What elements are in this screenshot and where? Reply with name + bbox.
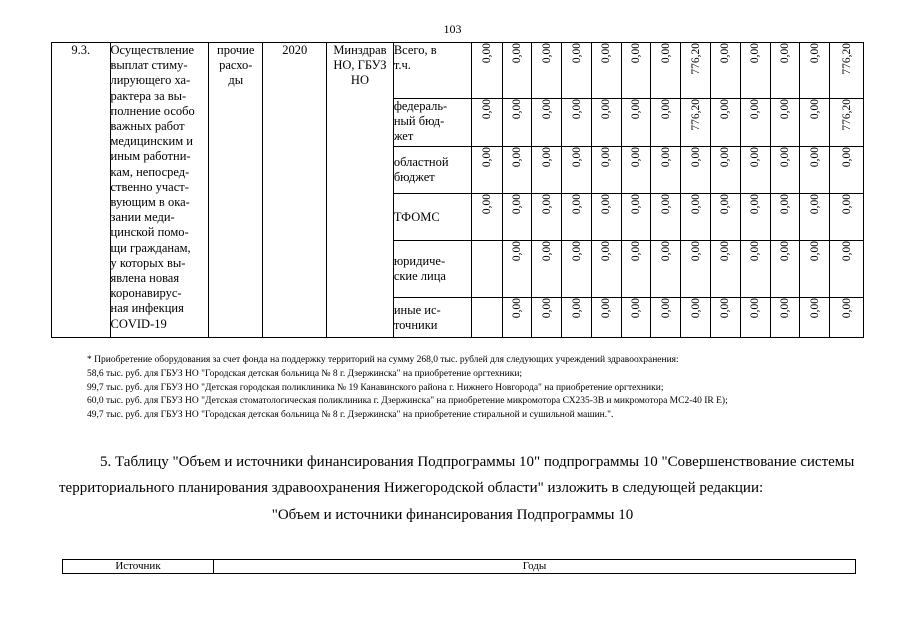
value-cell bbox=[621, 241, 651, 298]
value-cell bbox=[502, 298, 532, 338]
footnote-line: 49,7 тыс. руб. для ГБУЗ НО "Городская детская больница № 8 г. Дзержинска" на приобретение стиральной и сушильной машин.". bbox=[87, 410, 614, 421]
value-text: 0,00 bbox=[749, 241, 762, 262]
expense-type-line: расхо- bbox=[219, 58, 253, 72]
value-text: 0,00 bbox=[630, 194, 643, 215]
value-cell bbox=[770, 194, 800, 241]
value-cell bbox=[681, 241, 711, 298]
value-cell bbox=[471, 43, 502, 99]
value-cell bbox=[532, 147, 562, 194]
source-label-line: иные ис- bbox=[393, 302, 441, 317]
source-label bbox=[393, 147, 471, 194]
expense-type-line: ды bbox=[228, 73, 244, 87]
value-text: 0,00 bbox=[778, 99, 791, 120]
value-cell bbox=[830, 99, 864, 147]
value-cell bbox=[800, 298, 830, 338]
value-cell bbox=[830, 147, 864, 194]
value-cell bbox=[532, 99, 562, 147]
source-label-line: ТФОМС bbox=[393, 209, 440, 224]
value-text: 0,00 bbox=[600, 147, 613, 168]
value-cell bbox=[502, 241, 532, 298]
value-text: 0,00 bbox=[808, 298, 821, 319]
value-text: 0,00 bbox=[808, 99, 821, 120]
value-text: 0,00 bbox=[570, 147, 583, 168]
value-text: 0,00 bbox=[659, 147, 672, 168]
value-text: 0,00 bbox=[630, 241, 643, 262]
value-cell bbox=[562, 99, 592, 147]
value-cell bbox=[710, 147, 740, 194]
value-text: 0,00 bbox=[540, 147, 553, 168]
value-cell bbox=[621, 298, 651, 338]
source-row bbox=[52, 43, 864, 99]
value-text: 0,00 bbox=[510, 241, 523, 262]
value-text: 0,00 bbox=[480, 43, 493, 64]
value-cell bbox=[651, 241, 681, 298]
expense-type-line: прочие bbox=[217, 43, 255, 57]
value-text: 0,00 bbox=[659, 99, 672, 120]
value-text: 0,00 bbox=[600, 241, 613, 262]
value-cell bbox=[681, 194, 711, 241]
value-cell bbox=[830, 241, 864, 298]
value-cell bbox=[471, 241, 502, 298]
description-line: Осуществление bbox=[110, 43, 195, 57]
value-cell bbox=[502, 43, 532, 99]
source-label bbox=[393, 99, 471, 147]
year: 2020 bbox=[263, 43, 327, 338]
subprogram-table-header bbox=[62, 559, 856, 574]
value-cell bbox=[710, 194, 740, 241]
value-cell bbox=[710, 298, 740, 338]
value-text: 0,00 bbox=[659, 43, 672, 64]
value-text: 0,00 bbox=[510, 298, 523, 319]
value-text: 0,00 bbox=[510, 194, 523, 215]
value-text: 776,20 bbox=[840, 43, 853, 75]
value-text: 0,00 bbox=[719, 241, 732, 262]
value-cell bbox=[740, 241, 770, 298]
footnotes bbox=[87, 354, 728, 423]
paragraph-line: 5. Таблицу "Объем и источники финансирования Подпрограммы 10" подпрограммы 10 "Совершенствование системы bbox=[100, 454, 855, 470]
value-cell bbox=[562, 147, 592, 194]
value-cell bbox=[532, 241, 562, 298]
value-text: 0,00 bbox=[480, 194, 493, 215]
description-line: медицинским и bbox=[110, 134, 193, 149]
value-cell bbox=[800, 241, 830, 298]
value-text: 0,00 bbox=[540, 43, 553, 64]
value-cell bbox=[502, 99, 532, 147]
value-cell bbox=[770, 99, 800, 147]
value-cell bbox=[621, 99, 651, 147]
value-text: 0,00 bbox=[540, 241, 553, 262]
value-cell bbox=[562, 298, 592, 338]
description-line: лирующего ха- bbox=[110, 73, 191, 88]
source-column-header: Источник bbox=[63, 560, 214, 574]
value-text: 0,00 bbox=[749, 194, 762, 215]
value-cell bbox=[770, 298, 800, 338]
value-cell bbox=[740, 147, 770, 194]
value-cell bbox=[651, 194, 681, 241]
value-cell bbox=[621, 43, 651, 99]
value-text: 0,00 bbox=[840, 147, 853, 168]
executor-line: Минздрав bbox=[333, 43, 387, 57]
description-line: ственно участ- bbox=[110, 179, 189, 194]
value-cell bbox=[770, 147, 800, 194]
value-text: 0,00 bbox=[689, 147, 702, 168]
footnote-line: 99,7 тыс. руб. для ГБУЗ НО "Детская городская поликлиника № 19 Канавинского района г. Нижнего Новгорода" на приобретение оргтехники; bbox=[87, 382, 664, 393]
value-text: 0,00 bbox=[570, 194, 583, 215]
value-text: 0,00 bbox=[808, 43, 821, 64]
value-cell bbox=[591, 147, 621, 194]
value-text: 0,00 bbox=[778, 298, 791, 319]
footnote-line: * Приобретение оборудования за счет фонда на поддержку территорий на сумму 268,0 тыс. рублей для следующих учреждений здравоохранения: bbox=[87, 355, 679, 365]
value-text: 0,00 bbox=[570, 241, 583, 262]
value-cell bbox=[830, 298, 864, 338]
value-cell bbox=[710, 99, 740, 147]
description-line: коронавирус- bbox=[110, 286, 182, 301]
value-cell bbox=[562, 241, 592, 298]
source-label bbox=[393, 194, 471, 241]
value-text: 0,00 bbox=[570, 298, 583, 319]
value-cell bbox=[562, 43, 592, 99]
value-cell bbox=[471, 194, 502, 241]
value-text: 0,00 bbox=[630, 298, 643, 319]
value-text: 0,00 bbox=[630, 99, 643, 120]
measure-description bbox=[110, 43, 209, 338]
source-label-line: жет bbox=[393, 129, 414, 143]
value-text: 0,00 bbox=[749, 298, 762, 319]
value-cell bbox=[770, 43, 800, 99]
value-cell bbox=[710, 43, 740, 99]
footnote-line: 58,6 тыс. руб. для ГБУЗ НО "Городская детская больница № 8 г. Дзержинска" на приобретение оргтехники; bbox=[87, 368, 523, 379]
description-line: важных работ bbox=[110, 119, 185, 134]
value-text: 776,20 bbox=[689, 99, 702, 131]
value-cell bbox=[800, 99, 830, 147]
value-cell bbox=[651, 147, 681, 194]
value-cell bbox=[651, 43, 681, 99]
value-cell bbox=[591, 194, 621, 241]
value-text: 0,00 bbox=[719, 147, 732, 168]
value-text: 0,00 bbox=[659, 298, 672, 319]
section-subheading: "Объем и источники финансирования Подпрограммы 10 bbox=[271, 507, 634, 523]
value-text: 0,00 bbox=[480, 147, 493, 168]
value-text: 0,00 bbox=[540, 298, 553, 319]
value-text: 0,00 bbox=[840, 241, 853, 262]
value-cell bbox=[681, 99, 711, 147]
value-text: 0,00 bbox=[659, 194, 672, 215]
value-text: 0,00 bbox=[719, 43, 732, 64]
value-text: 0,00 bbox=[840, 298, 853, 319]
value-cell bbox=[740, 43, 770, 99]
value-text: 0,00 bbox=[778, 194, 791, 215]
value-cell bbox=[651, 99, 681, 147]
executor-line: НО bbox=[350, 73, 369, 87]
value-text: 0,00 bbox=[749, 147, 762, 168]
description-line: полнение особо bbox=[110, 103, 195, 118]
value-text: 0,00 bbox=[719, 298, 732, 319]
value-cell bbox=[800, 194, 830, 241]
value-cell bbox=[800, 147, 830, 194]
expense-type bbox=[209, 43, 263, 338]
value-cell bbox=[532, 43, 562, 99]
source-label bbox=[393, 298, 471, 338]
source-label-line: т.ч. bbox=[393, 58, 411, 72]
source-label bbox=[393, 43, 471, 99]
value-cell bbox=[532, 194, 562, 241]
value-cell bbox=[591, 43, 621, 99]
value-text: 0,00 bbox=[840, 194, 853, 215]
value-cell bbox=[770, 241, 800, 298]
value-text: 0,00 bbox=[510, 99, 523, 120]
value-text: 0,00 bbox=[600, 194, 613, 215]
value-text: 0,00 bbox=[540, 99, 553, 120]
description-line: выплат стиму- bbox=[110, 58, 188, 73]
description-line: цинской помо- bbox=[110, 225, 189, 240]
description-line: у которых вы- bbox=[110, 255, 186, 270]
row-number: 9.3. bbox=[52, 43, 111, 338]
executor bbox=[327, 43, 394, 338]
value-cell bbox=[562, 194, 592, 241]
description-line: щи гражданам, bbox=[110, 240, 191, 255]
source-label-line: областной bbox=[393, 155, 449, 169]
value-text: 0,00 bbox=[570, 43, 583, 64]
value-text: 0,00 bbox=[600, 298, 613, 319]
description-line: кам, непосред- bbox=[110, 164, 190, 179]
value-text: 0,00 bbox=[600, 43, 613, 64]
source-label-line: точники bbox=[393, 317, 438, 332]
value-text: 0,00 bbox=[778, 241, 791, 262]
financing-table bbox=[51, 42, 864, 338]
value-text: 0,00 bbox=[689, 298, 702, 319]
value-cell bbox=[471, 298, 502, 338]
description-line: иным работни- bbox=[110, 149, 191, 164]
value-text: 0,00 bbox=[570, 99, 583, 120]
value-text: 0,00 bbox=[510, 147, 523, 168]
value-cell bbox=[532, 298, 562, 338]
value-cell bbox=[710, 241, 740, 298]
source-label-line: ный бюд- bbox=[393, 114, 445, 128]
description-line: COVID-19 bbox=[110, 316, 167, 331]
value-cell bbox=[740, 99, 770, 147]
description-line: явлена новая bbox=[110, 271, 180, 286]
paragraph-line: территориального планирования здравоохранения Нижегородской области" изложить в следующей редакции: bbox=[59, 480, 764, 496]
value-cell bbox=[591, 298, 621, 338]
value-text: 0,00 bbox=[778, 43, 791, 64]
value-text: 0,00 bbox=[808, 147, 821, 168]
value-text: 0,00 bbox=[689, 194, 702, 215]
value-text: 0,00 bbox=[689, 241, 702, 262]
source-label-line: федераль- bbox=[393, 99, 448, 113]
value-cell bbox=[502, 194, 532, 241]
value-cell bbox=[830, 43, 864, 99]
years-column-header: Годы bbox=[214, 560, 856, 574]
value-cell bbox=[621, 147, 651, 194]
value-text: 0,00 bbox=[719, 194, 732, 215]
value-cell bbox=[681, 43, 711, 99]
value-cell bbox=[651, 298, 681, 338]
value-text: 0,00 bbox=[510, 43, 523, 64]
value-cell bbox=[591, 241, 621, 298]
source-label-line: юридиче- bbox=[393, 254, 446, 268]
value-cell bbox=[740, 194, 770, 241]
source-label-line: ские лица bbox=[393, 269, 446, 283]
value-cell bbox=[681, 147, 711, 194]
page-number: 103 bbox=[443, 22, 462, 36]
value-cell bbox=[740, 298, 770, 338]
value-cell bbox=[800, 43, 830, 99]
value-cell bbox=[502, 147, 532, 194]
value-text: 0,00 bbox=[778, 147, 791, 168]
value-text: 0,00 bbox=[808, 241, 821, 262]
value-cell bbox=[471, 147, 502, 194]
value-text: 776,20 bbox=[840, 99, 853, 131]
value-cell bbox=[591, 99, 621, 147]
value-text: 0,00 bbox=[630, 147, 643, 168]
value-cell bbox=[830, 194, 864, 241]
description-line: зании меди- bbox=[110, 210, 175, 225]
source-label bbox=[393, 241, 471, 298]
value-cell bbox=[681, 298, 711, 338]
value-text: 0,00 bbox=[808, 194, 821, 215]
value-cell bbox=[471, 99, 502, 147]
value-text: 0,00 bbox=[659, 241, 672, 262]
value-cell bbox=[621, 194, 651, 241]
footnote-line: 60,0 тыс. руб. для ГБУЗ НО "Детская стоматологическая поликлиника г. Дзержинска" на приобретение микромотора СХ235-3В и микромотора МС2-40 IR Е); bbox=[87, 396, 728, 407]
value-text: 0,00 bbox=[480, 99, 493, 120]
source-label-line: бюджет bbox=[393, 170, 435, 184]
description-line: вующим в ока- bbox=[110, 195, 190, 210]
description-line: рактера за вы- bbox=[110, 88, 187, 103]
source-label-line: Всего, в bbox=[393, 43, 437, 57]
value-text: 0,00 bbox=[630, 43, 643, 64]
value-text: 0,00 bbox=[749, 99, 762, 120]
value-text: 0,00 bbox=[540, 194, 553, 215]
description-line: ная инфекция bbox=[110, 301, 184, 316]
value-text: 0,00 bbox=[719, 99, 732, 120]
value-text: 776,20 bbox=[689, 43, 702, 75]
executor-line: НО, ГБУЗ bbox=[333, 58, 387, 72]
value-text: 0,00 bbox=[749, 43, 762, 64]
value-text: 0,00 bbox=[600, 99, 613, 120]
